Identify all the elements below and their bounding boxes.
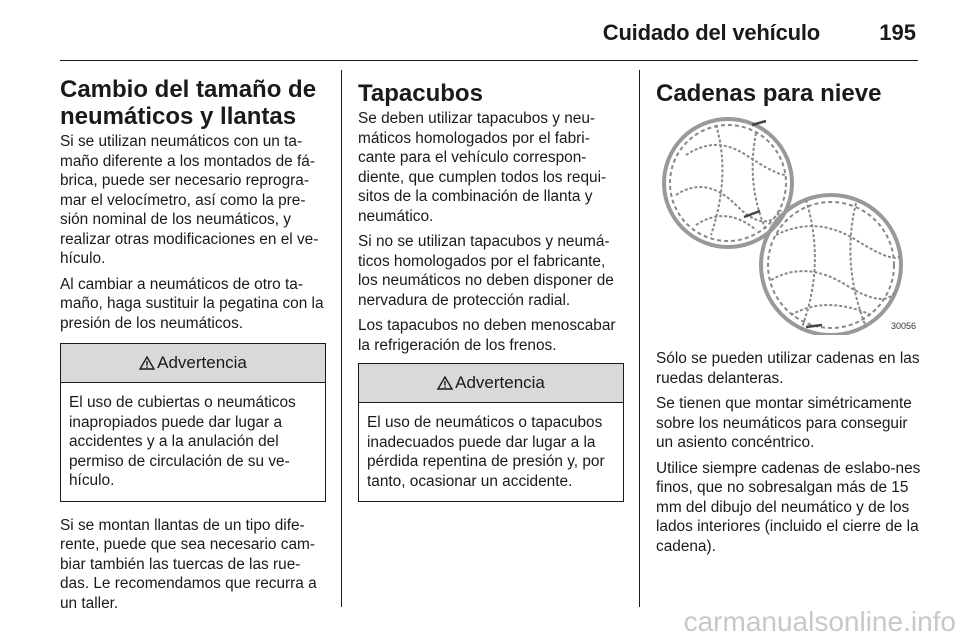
section-heading-hubcaps: Tapacubos bbox=[358, 80, 483, 107]
warning-title: Advertencia bbox=[157, 353, 247, 373]
warning-title: Advertencia bbox=[455, 373, 545, 393]
paragraph: Si se montan llantas de un tipo dife-rente, puede que sea necesario cam-biar también las tuercas de las rue-das. Le recomendamos que recurra a un taller. bbox=[60, 516, 317, 612]
snow-chains-illustration bbox=[656, 115, 920, 335]
warning-icon bbox=[139, 356, 155, 370]
section-heading-tire-size: Cambio del tamaño de neumáticos y llantas bbox=[60, 76, 317, 130]
column-divider-2 bbox=[639, 70, 640, 607]
paragraph: Si se utilizan neumáticos con un ta-maño diferente a los montados de fá-brica, puede ser necesario reprogra-mar el velocímetro, así como la pre-sión nominal de los neumáticos, y realizar otras modificaciones en el ve-hículo. bbox=[60, 133, 319, 267]
header-rule bbox=[60, 60, 918, 61]
warning-icon bbox=[437, 376, 453, 390]
warning-header bbox=[61, 344, 325, 383]
warning-text: El uso de neumáticos o tapacubos inadecuados puede dar lugar a la pérdida repentina de presión y, por tanto, ocasionar un accidente. bbox=[367, 414, 605, 490]
paragraph: Si no se utilizan tapacubos y neumá-ticos homologados por el fabricante, los neumáticos no deben disponer de nervadura de protección radial. bbox=[358, 233, 614, 309]
warning-text: El uso de cubiertas o neumáticos inapropiados puede dar lugar a accidentes y a la anulación del permiso de circulación de su ve-hículo. bbox=[69, 394, 296, 489]
watermark: carmanualsonline.info bbox=[683, 606, 956, 637]
illustration-code: 30056 bbox=[890, 321, 916, 331]
warning-box bbox=[358, 363, 624, 502]
paragraph: Se deben utilizar tapacubos y neu-máticos homologados por el fabri-cante para el vehículo correspon-diente, que cumplen todos los requi-sitos de la combinación de llanta y neumático. bbox=[358, 110, 607, 225]
paragraph: Los tapacubos no deben menoscabar la refrigeración de los frenos. bbox=[358, 317, 616, 354]
paragraph: Sólo se pueden utilizar cadenas en las ruedas delanteras. bbox=[656, 350, 920, 387]
section-heading-snow-chains: Cadenas para nieve bbox=[656, 80, 882, 107]
paragraph: Se tienen que montar simétricamente sobre los neumáticos para conseguir un asiento concéntrico. bbox=[656, 395, 912, 451]
column-3 bbox=[656, 80, 922, 562]
column-2 bbox=[358, 80, 624, 514]
page-header-title: Cuidado del vehículo bbox=[602, 20, 820, 45]
column-divider-1 bbox=[341, 70, 342, 607]
paragraph: Al cambiar a neumáticos de otro ta-maño, haga sustituir la pegatina con la presión de los neumáticos. bbox=[60, 275, 324, 332]
warning-header bbox=[359, 364, 623, 403]
paragraph: Utilice siempre cadenas de eslabo-nes finos, que no sobresalgan más de 15 mm del dibujo del neumático y de los lados interiores (incluido el cierre de la cadena). bbox=[656, 459, 921, 555]
warning-box bbox=[60, 343, 326, 502]
column-1 bbox=[60, 76, 326, 619]
page-number: 195 bbox=[879, 20, 916, 45]
